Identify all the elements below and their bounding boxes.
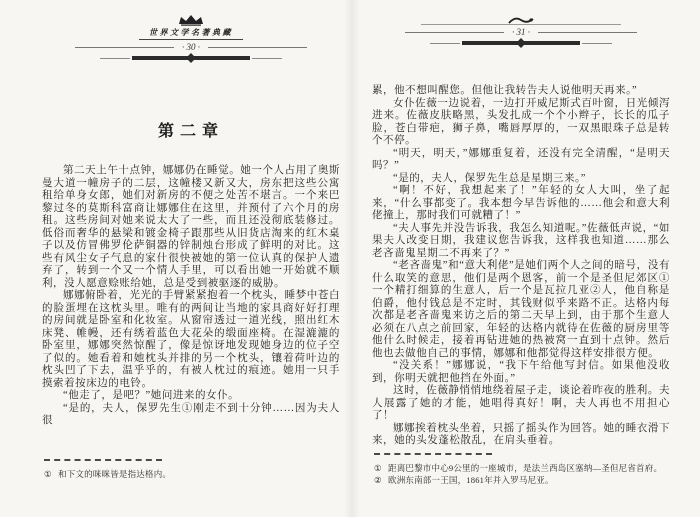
page-header-left: [42, 14, 340, 60]
footnotes-left: [44, 459, 340, 480]
page-left: [42, 14, 340, 506]
footnote-separator: [44, 459, 162, 461]
series-title: 世界文学名著典藏: [139, 26, 243, 40]
footnote-separator: [374, 453, 492, 455]
footnote-text: 距离巴黎市中心9公里的一座城市，是法兰西岛区塞纳—圣但尼省首府。: [388, 463, 663, 473]
paragraph: 女仆佐薇一边说着，一边打开威尼斯式百叶窗，日光倾泻进来。佐薇皮肤略黑，头发扎成一个个小辫子，长长的瓜子脸，苍白带疤，狮子鼻，嘴唇厚厚的，一双黑眼珠子总是转个不停。: [372, 97, 670, 146]
page-number: · 30 ·: [182, 42, 200, 52]
footnote-text: 欧洲东南部一王国，1861年并入罗马尼亚。: [388, 475, 554, 485]
page-number-row: [405, 27, 637, 38]
header-rule: [75, 47, 174, 48]
paragraph: “是的，夫人，保罗先生①刚走不到十分钟……因为夫人很: [42, 402, 340, 426]
bar-thin: [252, 58, 282, 59]
footnote-text: 和下文的咪咪皆是指达格内。: [58, 469, 172, 479]
flourish-rule: [421, 24, 621, 25]
page-header-right: [372, 14, 670, 45]
paragraph: “啊！不好，我想起来了！”年轻的女人大叫，坐了起来，“什么事都变了。我本想今早告诉他的……他会和意大利佬撞上，那时我们可就糟了！”: [372, 185, 670, 221]
paragraph: 娜娜挨着枕头坐着，只摇了摇头作为回答。她的睡衣滑下来，她的头发蓬松散乱，在肩头垂着。: [372, 422, 670, 446]
paragraph: “夫人事先并没告诉我，我怎么知道呢。”佐薇低声说，“如果夫人改变日期，我建议您告诉我，这样我也知道……那么老吝啬鬼星期二不再来了？”: [372, 222, 670, 259]
footnote-marker: ②: [374, 475, 382, 485]
paragraph-continuation: 累，他不想叫醒您。但他让我转告夫人说他明天再来。”: [372, 85, 638, 96]
paragraph: 娜娜俯卧着，光光的手臂紧紧抱着一个枕头，睡梦中苍白的脸蛋埋在这枕头里。唯有的两间让当地的家具商好好打理的房间就是卧室和化妆室。从窗帘透过一道光线，照出红木床凳、帷幔，还有绣着蓝色大花朵的缎面座椅。在湿漉漉的卧室里，娜娜突然惊醒了，像是惊讶地发现她身边的位子空了似的。她看着和她枕头并排的另一个枕头，镶着荷叶边的枕头凹了下去，温乎乎的，有被人枕过的痕迹。她用一只手摸索着按床边的电铃。: [42, 290, 340, 389]
paragraph: “他走了，是吧？”她问进来的女仆。: [63, 390, 240, 401]
paragraph: “老吝啬鬼”和“意大利佬”是她们两个人之间的暗号，没有什么取笑的意思，他们是两个恩客，前一个是圣但尼郊区①一个精打细算的生意人，后一个是瓦拉几亚②人，他自称是伯爵，他付钱总是不定时，其钱财似乎来路不正。达格内每次都是老吝啬鬼来访之后的第二天早上到，由于那个生意人必须在八点之前回家，年轻的达格内就待在佐薇的厨房里等他什么时候走，接着再钻进她的热被窝一直到十点钟。然后他也去做他自己的事情，娜娜和他都觉得这样安排很方便。: [372, 260, 670, 359]
page-number-row: [75, 42, 307, 53]
footnote: [374, 462, 670, 474]
paragraph: “是的，夫人，保罗先生总是星期三来。”: [393, 172, 587, 184]
bar-thick-diamond: [462, 41, 580, 45]
footnotes-right: [374, 453, 670, 486]
header-rule: [538, 32, 637, 33]
page-number: · 31 ·: [512, 27, 530, 37]
body-text-right: [372, 85, 670, 448]
footnote: [44, 468, 340, 480]
paragraph: “没关系！”娜娜说，“我下午给他写封信。如果他没收到，你明天就把他挡在外面。”: [372, 360, 670, 384]
bar-thin: [582, 43, 612, 44]
footnote-marker: ①: [44, 469, 52, 479]
page-gutter: [344, 0, 360, 517]
paragraph: 这时，佐薇静悄悄地绕着屋子走，谈论着昨夜的胜利。夫人展露了她的才能，她唱得真好！啊，夫人再也不用担心了！: [372, 385, 670, 421]
paragraph: “明天，明天，”娜娜重复着，还没有完全清醒，“是明天吗？”: [372, 147, 670, 171]
header-rule: [405, 32, 504, 33]
bar-thin: [100, 58, 130, 59]
header-rule: [208, 47, 307, 48]
header-bar-ornament: [100, 56, 282, 60]
paragraph: 第二天上午十点钟，娜娜仍在睡觉。她一个人占用了奥斯曼大道一幢房子的二层，这幢楼又新又大，房东把这些公寓租给单身女郎，她们对新房的不便之处苦不堪言。一个来巴黎过冬的莫斯科富商让娜娜住在这里，并预付了六个月的房租。这些房间对她来说太大了一些，而且还没彻底装修过。低俗而奢华的悬梁和镀金椅子跟那些从旧货店淘来的红木桌子以及仿冒佛罗伦萨铜器的锌制烛台形成了鲜明的对比。这些有风尘女子气息的家什很快被她的第一位认真的保护人遗弃了，转到一个又一个情人手里，可以看出她一开始就不顺利，没人愿意赊账给她，总是受到被驱逐的威胁。: [42, 165, 340, 289]
bar-thick-diamond: [132, 56, 250, 60]
bar-thin: [430, 43, 460, 44]
header-bar-ornament: [430, 41, 612, 45]
body-text-left: [42, 165, 340, 428]
crown-ornament-icon: [176, 14, 206, 26]
chapter-title: 第二章: [157, 123, 224, 140]
page-right: [372, 14, 670, 506]
footnote-marker: ①: [374, 463, 382, 473]
footnote: [374, 474, 670, 486]
